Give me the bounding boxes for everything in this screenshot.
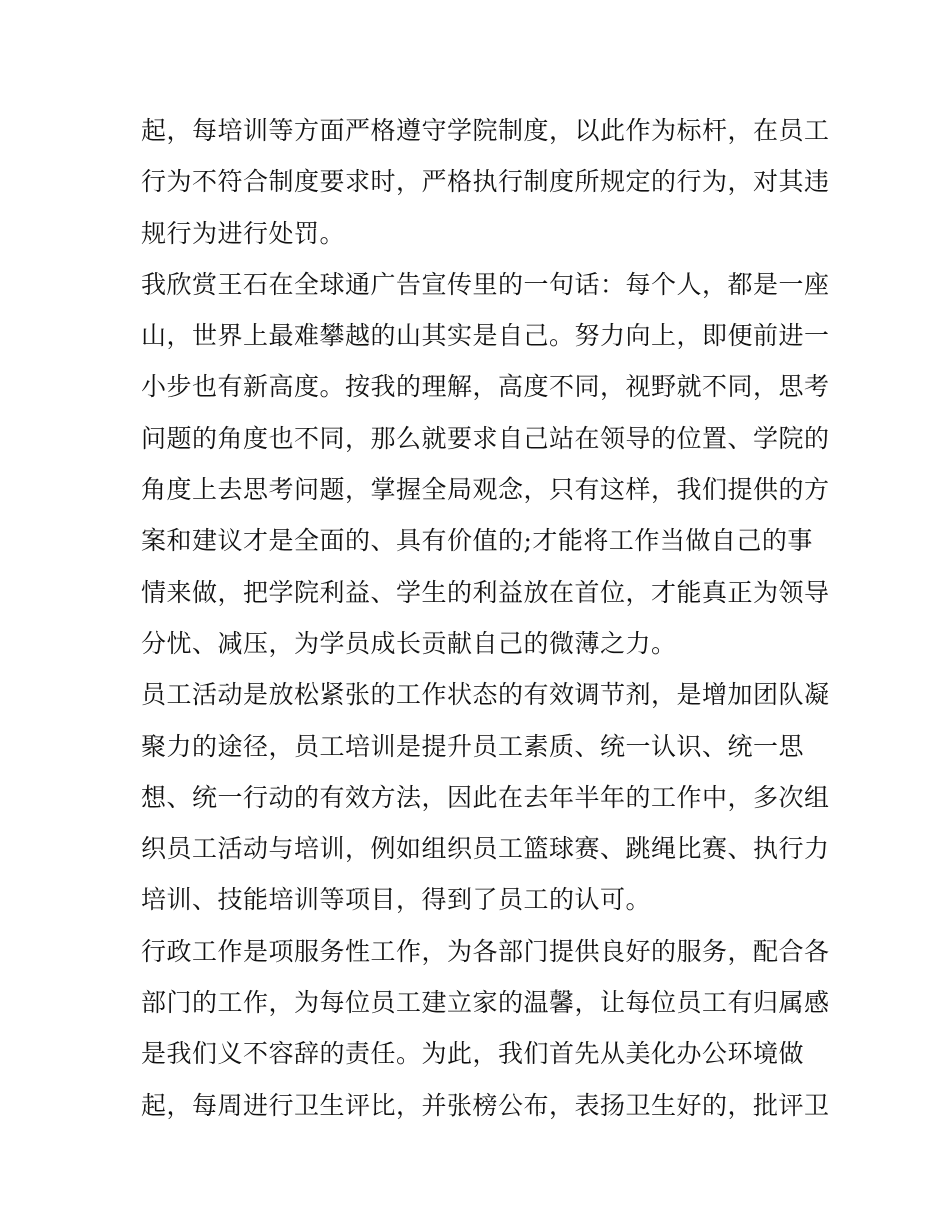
text-line: 是我们义不容辞的责任。为此，我们首先从美化办公环境做 [141, 1039, 805, 1069]
text-line: 小步也有新高度。按我的理解，高度不同，视野就不同，思考 [141, 372, 830, 402]
text-line: 培训、技能培训等项目，得到了员工的认可。 [141, 885, 652, 915]
text-line: 我欣赏王石在全球通广告宣传里的一句话：每个人，都是一座 [141, 269, 830, 299]
text-line: 聚力的途径，员工培训是提升员工素质、统一认识、统一思 [141, 731, 805, 761]
text-line: 起，每周进行卫生评比，并张榜公布，表扬卫生好的，批评卫 [141, 1090, 830, 1120]
text-line: 织员工活动与培训，例如组织员工篮球赛、跳绳比赛、执行力 [141, 834, 830, 864]
text-line: 部门的工作，为每位员工建立家的温馨，让每位员工有归属感 [141, 988, 830, 1018]
text-line: 行为不符合制度要求时，严格执行制度所规定的行为，对其违 [141, 167, 830, 197]
text-line: 行政工作是项服务性工作，为各部门提供良好的服务，配合各 [141, 936, 830, 966]
text-line: 山，世界上最难攀越的山其实是自己。努力向上，即便前进一 [141, 321, 830, 351]
text-line: 角度上去思考问题，掌握全局观念，只有这样，我们提供的方 [141, 475, 830, 505]
text-line: 分忧、减压，为学员成长贡献自己的微薄之力。 [141, 628, 677, 658]
text-line: 员工活动是放松紧张的工作状态的有效调节剂，是增加团队凝 [141, 680, 830, 710]
body-text [141, 105, 830, 1131]
text-line: 案和建议才是全面的、具有价值的;才能将工作当做自己的事 [141, 526, 813, 556]
text-line: 规行为进行处罚。 [141, 218, 346, 248]
text-line: 想、统一行动的有效方法，因此在去年半年的工作中，多次组 [141, 782, 830, 812]
text-line: 问题的角度也不同，那么就要求自己站在领导的位置、学院的 [141, 423, 830, 453]
text-line: 起，每培训等方面严格遵守学院制度，以此作为标杆，在员工 [141, 116, 830, 145]
text-line: 情来做，把学院利益、学生的利益放在首位，才能真正为领导 [141, 577, 830, 607]
